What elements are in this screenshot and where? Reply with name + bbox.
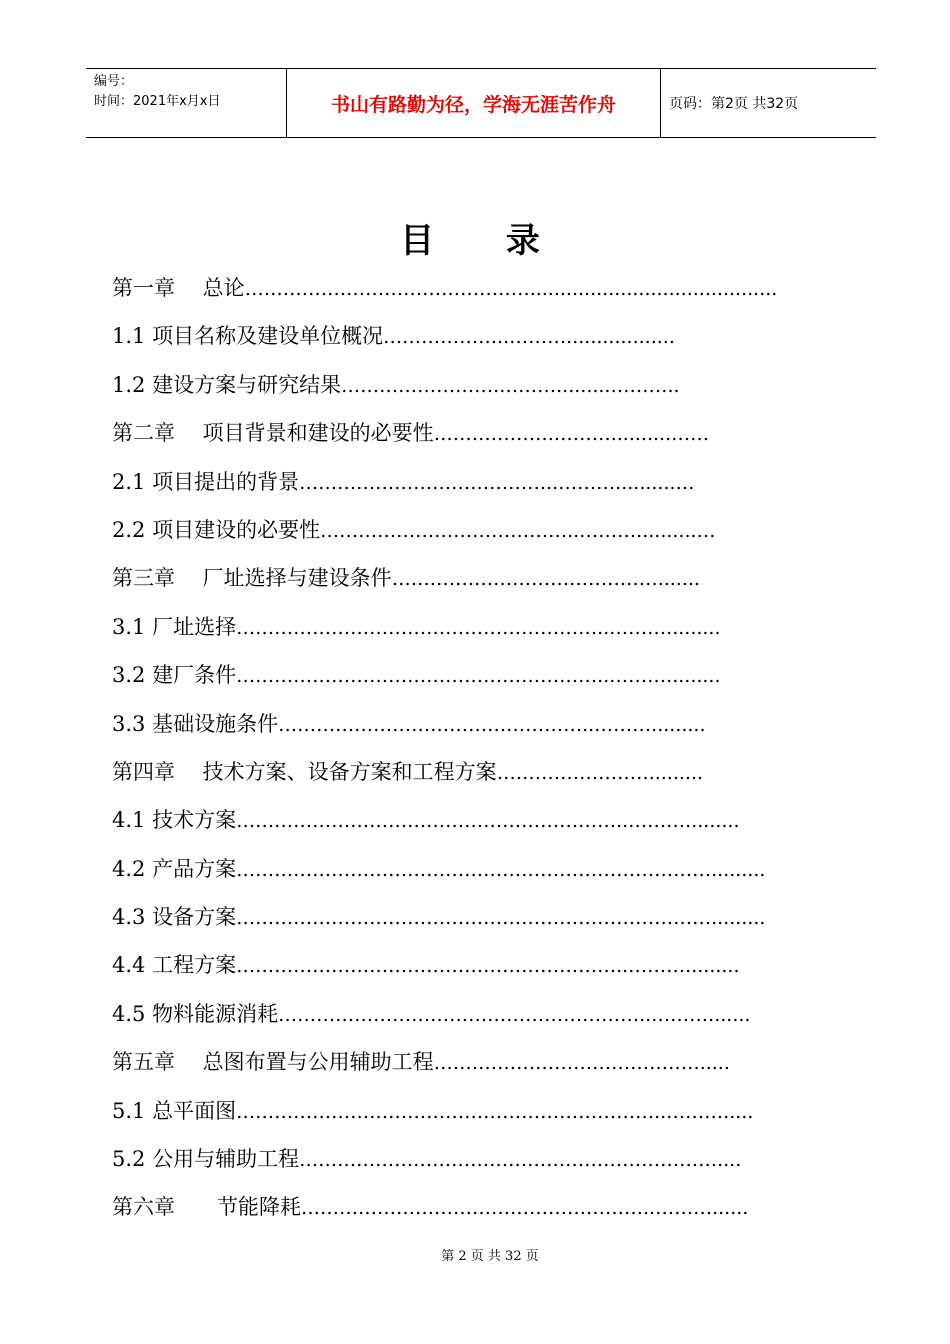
toc-entry-label: 4.3 设备方案: [112, 905, 237, 930]
toc-entry-label: 4.4 工程方案: [112, 953, 237, 978]
toc-entry[interactable]: [112, 1038, 812, 1086]
toc-entry[interactable]: [112, 893, 812, 941]
toc-entry[interactable]: [112, 506, 812, 554]
toc-entry-leader-dots: …………………………………..………..........…: [320, 519, 716, 542]
toc-entry-leader-dots: …………………………………………………………..……….....: [236, 1100, 754, 1123]
toc-entry-leader-dots: …………………………………….......: [391, 568, 700, 591]
toc-entry[interactable]: [112, 312, 812, 360]
toc-entry-label: 1.1 项目名称及建设单位概况: [112, 324, 384, 349]
toc-entry-leader-dots: …………………………………….....: [433, 1052, 730, 1075]
toc-entry-label: 3.3 基础设施条件: [112, 711, 279, 736]
toc-entry-leader-dots: ………………………………………………………………….........: [236, 907, 766, 930]
header-left-cell: [86, 69, 286, 137]
page-header: [86, 68, 876, 138]
toc-entry-leader-dots: ………………..………..................: [383, 326, 675, 349]
toc-entry[interactable]: [112, 990, 812, 1038]
toc-entry[interactable]: [112, 796, 812, 844]
toc-entry[interactable]: [112, 264, 812, 312]
page-footer: 第 2 页 共 32 页: [441, 1249, 539, 1264]
toc-entry-label: 第三章 厂址选择与建设条件: [112, 566, 392, 591]
toc-entry[interactable]: [112, 409, 812, 457]
header-page-info: 页码：第2页 共32页: [669, 96, 799, 112]
toc-entry-label: 2.1 项目提出的背景: [112, 469, 300, 494]
toc-entry-label: 4.5 物料能源消耗: [112, 1001, 279, 1026]
toc-entry[interactable]: [112, 361, 812, 409]
toc-entry-leader-dots: …………………….……….........………..: [341, 374, 680, 397]
toc-entry[interactable]: [112, 748, 812, 796]
toc-entry-label: 第二章 项目背景和建设的必要性: [112, 421, 434, 446]
toc-entry[interactable]: [112, 1183, 812, 1231]
toc-entry-leader-dots: ……………………………………………………..……….........: [236, 810, 740, 833]
toc-entry-label: 4.2 产品方案: [112, 856, 237, 881]
toc-entry[interactable]: [112, 700, 812, 748]
page-title: 目 录: [400, 221, 570, 261]
toc-entry-label: 2.2 项目建设的必要性: [112, 517, 321, 542]
toc-entry-label: 3.2 建厂条件: [112, 663, 237, 688]
table-of-contents: [112, 264, 812, 1232]
toc-entry[interactable]: [112, 941, 812, 989]
toc-entry[interactable]: [112, 1135, 812, 1183]
document-number-label: 编号：: [94, 74, 134, 89]
toc-entry[interactable]: [112, 651, 812, 699]
toc-entry-leader-dots: ……………………………………….........................................: [244, 278, 778, 300]
toc-entry[interactable]: [112, 845, 812, 893]
toc-entry-label: 5.1 总平面图: [112, 1098, 237, 1123]
toc-entry-label: 3.1 厂址选择: [112, 614, 237, 639]
toc-entry[interactable]: [112, 603, 812, 651]
toc-entry-leader-dots: …………………………………………………..……….......: [278, 1003, 751, 1026]
toc-entry-label: 4.1 技术方案: [112, 808, 237, 833]
toc-entry[interactable]: [112, 1087, 812, 1135]
toc-entry-leader-dots: …………………………………………………..……….........: [236, 616, 721, 639]
toc-entry[interactable]: [112, 554, 812, 602]
toc-entry[interactable]: [112, 458, 812, 506]
toc-entry-leader-dots: ………………………………………………..………......: [301, 1197, 749, 1220]
toc-entry-leader-dots: …………………………………………………………....: [299, 1149, 742, 1172]
toc-entry-leader-dots: ………………………………………………………………….........: [236, 858, 766, 881]
toc-entry-leader-dots: ……………………………………………………..……….........: [236, 955, 740, 978]
toc-entry-label: 5.2 公用与辅助工程: [112, 1147, 300, 1172]
toc-entry-label: 第四章 技术方案、设备方案和工程方案: [112, 759, 497, 784]
toc-entry-leader-dots: …………………………………..………..........…: [299, 471, 695, 494]
toc-entry-label: 1.2 建设方案与研究结果: [112, 372, 342, 397]
toc-entry-leader-dots: …………………….........: [496, 761, 704, 784]
toc-entry-label: 第一章 总论: [112, 276, 245, 300]
document-time-label: 时间：2021年x月x日: [94, 94, 221, 109]
toc-entry-leader-dots: …………………………………………..……….........: [278, 713, 706, 736]
header-motto: 书山有路勤为径，学海无涯苦作舟: [286, 69, 661, 137]
toc-entry-leader-dots: …………………………………………………..……….........: [236, 665, 721, 688]
toc-entry-label: 第六章 节能降耗: [112, 1195, 301, 1220]
toc-entry-label: 第五章 总图布置与公用辅助工程: [112, 1050, 434, 1075]
toc-entry-leader-dots: ……………….………..........……: [433, 423, 710, 446]
